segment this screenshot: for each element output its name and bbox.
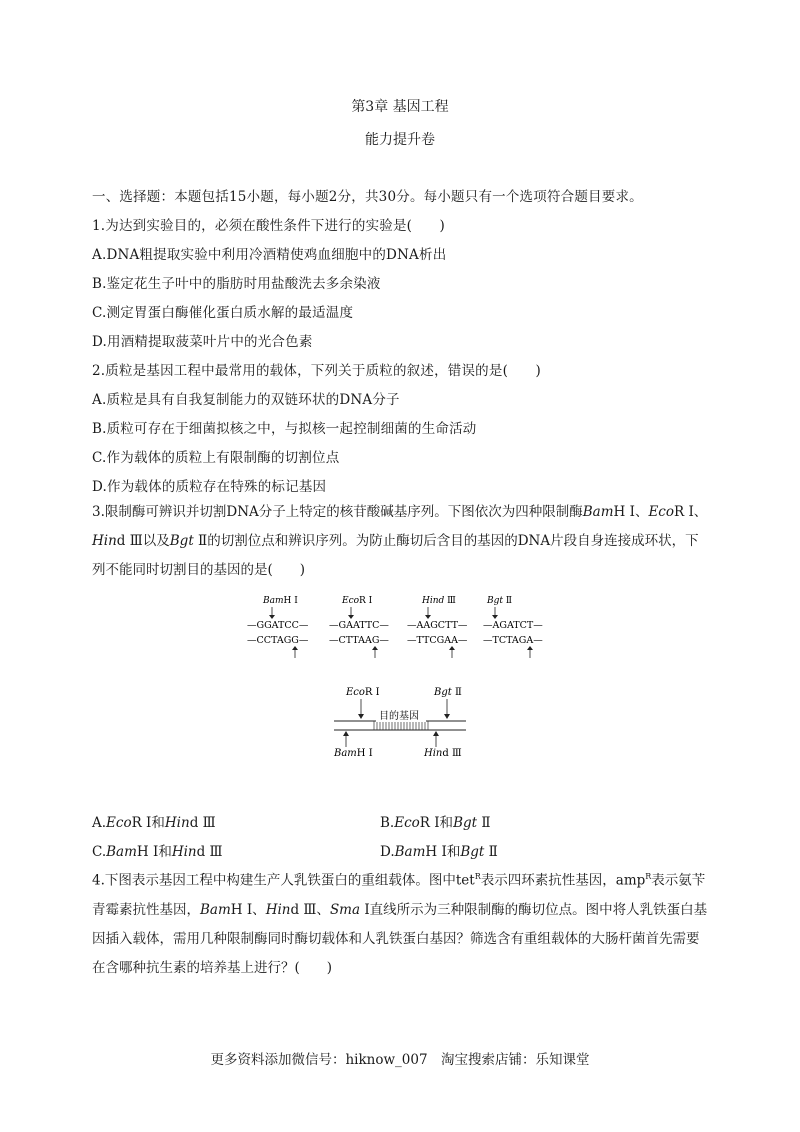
q1-stem: 1.为达到实验目的，必须在酸性条件下进行的实验是( ) xyxy=(92,218,446,234)
svg-text:—AGATCT—: —AGATCT— xyxy=(483,620,543,631)
svg-text:BamH Ⅰ: BamH Ⅰ xyxy=(263,596,298,606)
q3-option-c: C.BamH Ⅰ和Hind Ⅲ xyxy=(92,844,223,860)
enzyme-ecori xyxy=(329,596,389,658)
q1-option-b: B.鉴定花生子叶中的脂肪时用盐酸洗去多余染液 xyxy=(92,276,381,292)
q2-stem: 2.质粒是基因工程中最常用的载体，下列关于质粒的叙述，错误的是( ) xyxy=(92,363,541,379)
q2-option-d: D.作为载体的质粒存在特殊的标记基因 xyxy=(92,479,327,495)
q1-option-d: D.用酒精提取菠菜叶片中的光合色素 xyxy=(92,334,313,350)
svg-text:EcoR Ⅰ: EcoR Ⅰ xyxy=(346,687,380,698)
svg-text:Hind Ⅲ: Hind Ⅲ xyxy=(424,748,462,759)
svg-text:—CCTAGG—: —CCTAGG— xyxy=(247,635,309,646)
gene-label: 目的基因 xyxy=(379,711,419,722)
enzyme-bamhi xyxy=(247,596,309,658)
svg-text:—TCTAGA—: —TCTAGA— xyxy=(483,635,543,646)
q3-option-b: B.EcoR Ⅰ和Bgt Ⅱ xyxy=(380,815,491,831)
chapter-title: 第3章 基因工程 xyxy=(351,99,449,115)
svg-text:BamH Ⅰ: BamH Ⅰ xyxy=(334,748,373,759)
q4-stem: 4.下图表示基因工程中构建生产人乳铁蛋白的重组载体。图中tet$^R$表示四环素抗性基因，amp$^R$表示氨苄青霉素抗性基因，BamH Ⅰ、Hind Ⅲ、Sma Ⅰ直线所示为三种限制酶的酶切位点。图中将人乳铁蛋白基因插入载体，需用几种限制酶同时酶切载体和人乳铁蛋白基因？筛选含有重组载体的大肠杆菌首先需要在含哪种抗生素的培养基上进行？( ) xyxy=(92,872,708,976)
svg-text:EcoR Ⅰ: EcoR Ⅰ xyxy=(342,596,373,606)
target-gene-diagram xyxy=(330,683,470,759)
q2-option-c: C.作为载体的质粒上有限制酶的切割位点 xyxy=(92,450,340,466)
q2-option-b: B.质粒可存在于细菌拟核之中，与拟核一起控制细菌的生命活动 xyxy=(92,421,477,437)
enzyme-sequence-figure xyxy=(245,590,565,660)
svg-text:—TTCGAA—: —TTCGAA— xyxy=(407,635,468,646)
subtitle: 能力提升卷 xyxy=(365,132,435,148)
svg-text:Bgt Ⅱ: Bgt Ⅱ xyxy=(434,687,462,698)
svg-text:Hind Ⅲ: Hind Ⅲ xyxy=(422,596,456,606)
q3-option-a: A.EcoR Ⅰ和Hind Ⅲ xyxy=(92,815,216,831)
q3-stem: 3.限制酶可辨识并切割DNA分子上特定的核苷酸碱基序列。下图依次为四种限制酶BamH Ⅰ、EcoR Ⅰ、Hind Ⅲ以及Bgt Ⅱ的切割位点和辨识序列。为防止酶切后含目的基因的DNA片段自身连接成环状，下列不能同时切割目的基因的是( ) xyxy=(92,504,708,578)
q1-option-c: C.测定胃蛋白酶催化蛋白质水解的最适温度 xyxy=(92,305,354,321)
svg-text:—CTTAAG—: —CTTAAG— xyxy=(329,635,389,646)
q3-option-d: D.BamH Ⅰ和Bgt Ⅱ xyxy=(380,844,498,860)
q1-option-a: A.DNA粗提取实验中利用冷酒精使鸡血细胞中的DNA析出 xyxy=(92,247,447,263)
q2-option-a: A.质粒是具有自我复制能力的双链环状的DNA分子 xyxy=(92,392,400,408)
svg-text:—AAGCTT—: —AAGCTT— xyxy=(407,620,468,631)
gene-hatching xyxy=(374,721,428,730)
page-footer: 更多资料添加微信号：hiknow_007 淘宝搜索店铺：乐知课堂 xyxy=(210,1052,590,1068)
svg-text:—GAATTC—: —GAATTC— xyxy=(329,620,389,631)
svg-text:—GGATCC—: —GGATCC— xyxy=(247,620,309,631)
enzyme-hindiii xyxy=(407,596,468,658)
svg-text:Bgt Ⅱ: Bgt Ⅱ xyxy=(487,596,512,606)
section-heading: 一、选择题：本题包括15小题，每小题2分，共30分。每小题只有一个选项符合题目要求。 xyxy=(92,189,643,205)
enzyme-bgtii xyxy=(483,596,543,658)
